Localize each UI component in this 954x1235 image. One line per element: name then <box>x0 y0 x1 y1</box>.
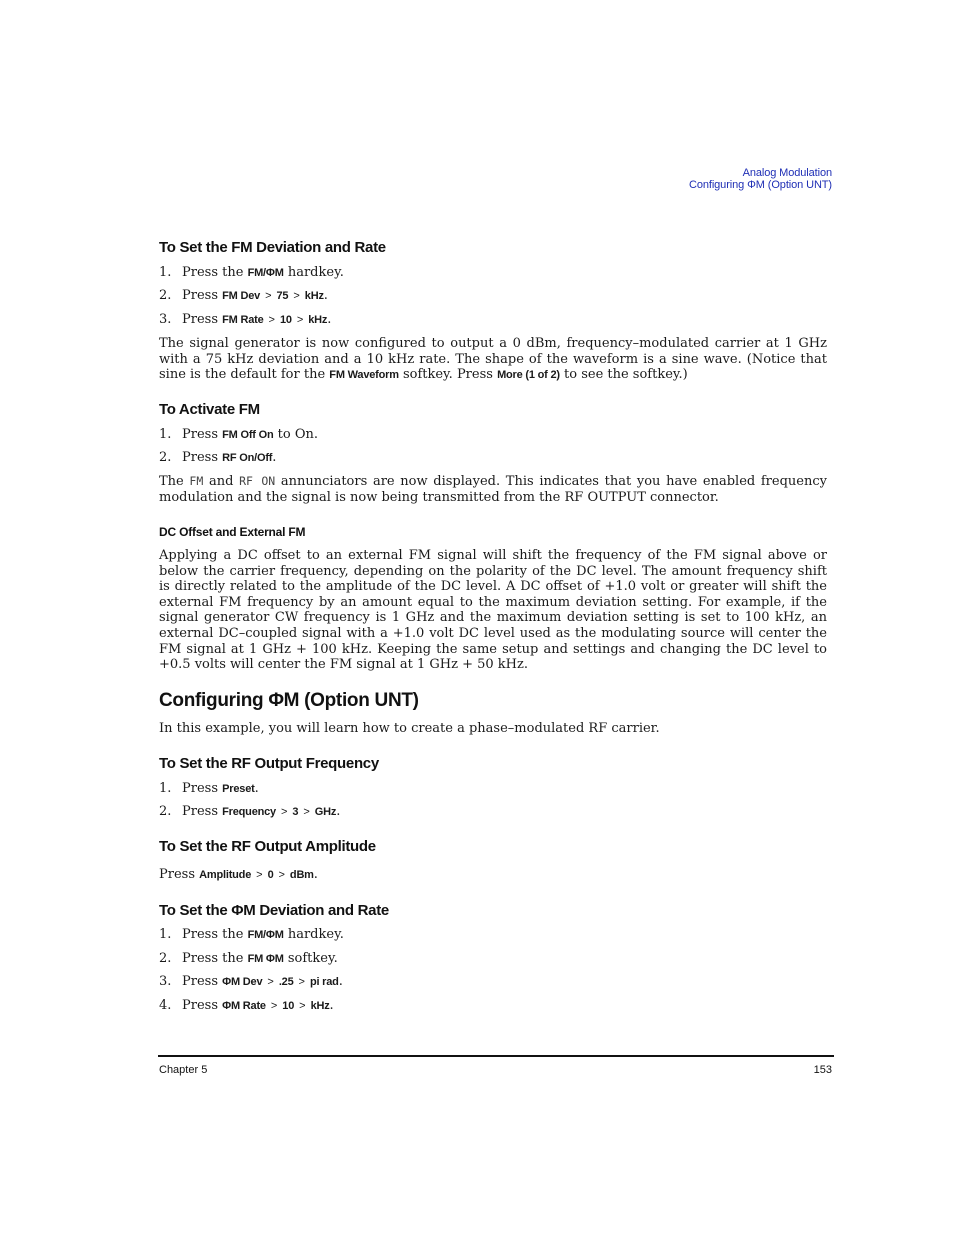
step-text: Press <box>182 288 218 303</box>
hardkey-fm-phim: FM/ΦM <box>247 929 284 941</box>
step-text: hardkey. <box>287 265 344 280</box>
step-fm-2 <box>159 288 328 304</box>
key-value: 0 <box>267 869 274 881</box>
annunciator-fm: FM <box>189 474 204 488</box>
period: . <box>272 450 277 465</box>
step-number: 1. <box>159 927 172 942</box>
separator: > <box>299 1000 306 1012</box>
step-phim-4 <box>159 998 334 1014</box>
softkey-phim-rate: ΦM Rate <box>222 1000 266 1012</box>
step-fm-1 <box>159 265 344 281</box>
hardkey-amplitude: Amplitude <box>199 869 252 881</box>
step-number: 1. <box>159 427 172 442</box>
separator: > <box>278 869 285 881</box>
separator: > <box>298 976 305 988</box>
step-number: 3. <box>159 312 172 327</box>
footer-page-number: 153 <box>813 1064 832 1076</box>
running-header <box>689 167 832 191</box>
key-unit: kHz <box>310 1000 330 1012</box>
step-text: Press <box>182 312 218 327</box>
heading-fm-deviation-rate: To Set the FM Deviation and Rate <box>159 239 386 256</box>
text: and <box>208 474 234 489</box>
step-number: 2. <box>159 804 172 819</box>
paragraph-fm-config <box>159 336 827 384</box>
hardkey-fm-phim: FM/ΦM <box>247 267 284 279</box>
separator: > <box>303 806 310 818</box>
step-text: Press the <box>182 927 244 942</box>
separator: > <box>268 314 275 326</box>
softkey-fm-rate: FM Rate <box>222 314 264 326</box>
separator: > <box>256 869 263 881</box>
step-text: Press <box>159 867 195 882</box>
step-phim-1 <box>159 927 344 943</box>
step-text: Press the <box>182 265 244 280</box>
step-fm-3 <box>159 312 331 328</box>
heading-rf-frequency: To Set the RF Output Frequency <box>159 755 379 772</box>
step-text: hardkey. <box>287 927 344 942</box>
paragraph-phim-intro: In this example, you will learn how to create a phase–modulated RF carrier. <box>159 721 660 736</box>
text: softkey. Press <box>402 367 493 383</box>
softkey-phim-dev: ΦM Dev <box>222 976 263 988</box>
heading-phim-deviation-rate: To Set the ΦM Deviation and Rate <box>159 902 389 919</box>
key-value: 10 <box>282 1000 295 1012</box>
softkey-fm-off-on: FM Off On <box>222 429 274 441</box>
annunciator-rf-on: RF ON <box>239 474 276 488</box>
step-number: 2. <box>159 288 172 303</box>
hardkey-rf-on-off: RF On/Off <box>222 452 273 464</box>
step-number: 1. <box>159 781 172 796</box>
heading-dc-offset: DC Offset and External FM <box>159 525 306 539</box>
key-unit: kHz <box>304 290 324 302</box>
step-freq-1 <box>159 781 259 797</box>
step-number: 4. <box>159 998 172 1013</box>
period: . <box>327 312 332 327</box>
separator: > <box>280 806 288 818</box>
period: . <box>336 804 341 819</box>
softkey-fm-waveform: FM Waveform <box>329 369 399 382</box>
key-value: 75 <box>276 290 289 302</box>
key-value: .25 <box>278 976 294 988</box>
step-phim-3 <box>159 974 343 990</box>
step-activate-1 <box>159 427 318 443</box>
text: to see the softkey.) <box>564 367 688 383</box>
period: . <box>254 781 259 796</box>
step-text: Press <box>182 427 218 442</box>
separator: > <box>270 1000 278 1012</box>
paragraph-dc-offset: Applying a DC offset to an external FM signal will shift the frequency of the FM signal above or below the carrier frequency, depending on the polarity of the DC level. The amount frequency shift is directly related to the amplitude of the DC level. A DC offset of +1.0 volt or greater will shift the external FM frequency by an amount equal to the maximum deviation setting. For example, if the signal generator CW frequency is 1 GHz and the maximum deviation setting is set to 100 kHz, an external DC–coupled signal with a +1.0 volt DC level used as the modulating source will center the FM signal at 1 GHz + 100 kHz. Keeping the same setup and settings and changing the DC level to +0.5 volts will center the FM signal at 1 GHz + 50 kHz. <box>159 548 827 673</box>
key-unit: kHz <box>308 314 328 326</box>
key-value: 10 <box>279 314 292 326</box>
footer-rule <box>158 1055 834 1057</box>
softkey-more: More (1 of 2) <box>497 369 560 382</box>
text: The signal generator is now configured to output a 0 dBm, frequency–modulated carrier at 1 GHz with a 75 kHz deviation and a 10 kHz rate. The shape of the waveform is a sine wave. (Notice that sine is the default for the <box>159 336 827 383</box>
hardkey-frequency: Frequency <box>222 806 276 818</box>
step-number: 3. <box>159 974 172 989</box>
header-section: Analog Modulation <box>742 167 832 179</box>
period: . <box>338 974 343 989</box>
step-number: 2. <box>159 951 172 966</box>
step-text: Press <box>182 781 218 796</box>
period: . <box>329 998 334 1013</box>
step-number: 2. <box>159 450 172 465</box>
step-freq-2 <box>159 804 340 820</box>
heading-activate-fm: To Activate FM <box>159 401 260 418</box>
step-text: Press <box>182 974 218 989</box>
hardkey-preset: Preset <box>222 783 255 795</box>
step-activate-2 <box>159 450 276 466</box>
softkey-fm-phim: FM ΦM <box>247 953 284 965</box>
step-phim-2 <box>159 951 338 967</box>
section-title-phim: Configuring ΦM (Option UNT) <box>159 690 419 711</box>
header-subsection: Configuring ΦM (Option UNT) <box>688 179 832 191</box>
separator: > <box>265 290 272 302</box>
text: annunciators are now displayed. This indicates that you have enabled frequency modulation and the signal is now being transmitted from the RF OUTPUT connector. <box>159 474 827 505</box>
footer-chapter: Chapter 5 <box>159 1064 208 1076</box>
step-text: Press <box>182 450 218 465</box>
step-number: 1. <box>159 265 172 280</box>
softkey-fm-dev: FM Dev <box>222 290 261 302</box>
separator: > <box>267 976 274 988</box>
step-text: Press <box>182 804 218 819</box>
step-text: Press the <box>182 951 244 966</box>
period: . <box>313 867 318 882</box>
paragraph-annunciators <box>159 474 827 505</box>
step-text: to On. <box>277 427 318 442</box>
heading-rf-amplitude: To Set the RF Output Amplitude <box>159 838 376 855</box>
key-unit: dBm <box>289 869 314 881</box>
step-text: Press <box>182 998 218 1013</box>
step-text: softkey. <box>287 951 338 966</box>
key-unit: pi rad <box>309 976 339 988</box>
key-unit: GHz <box>314 806 337 818</box>
key-value: 3 <box>292 806 299 818</box>
separator: > <box>293 290 300 302</box>
period: . <box>323 288 328 303</box>
separator: > <box>296 314 304 326</box>
step-amplitude <box>159 867 318 883</box>
text: The <box>159 474 184 489</box>
